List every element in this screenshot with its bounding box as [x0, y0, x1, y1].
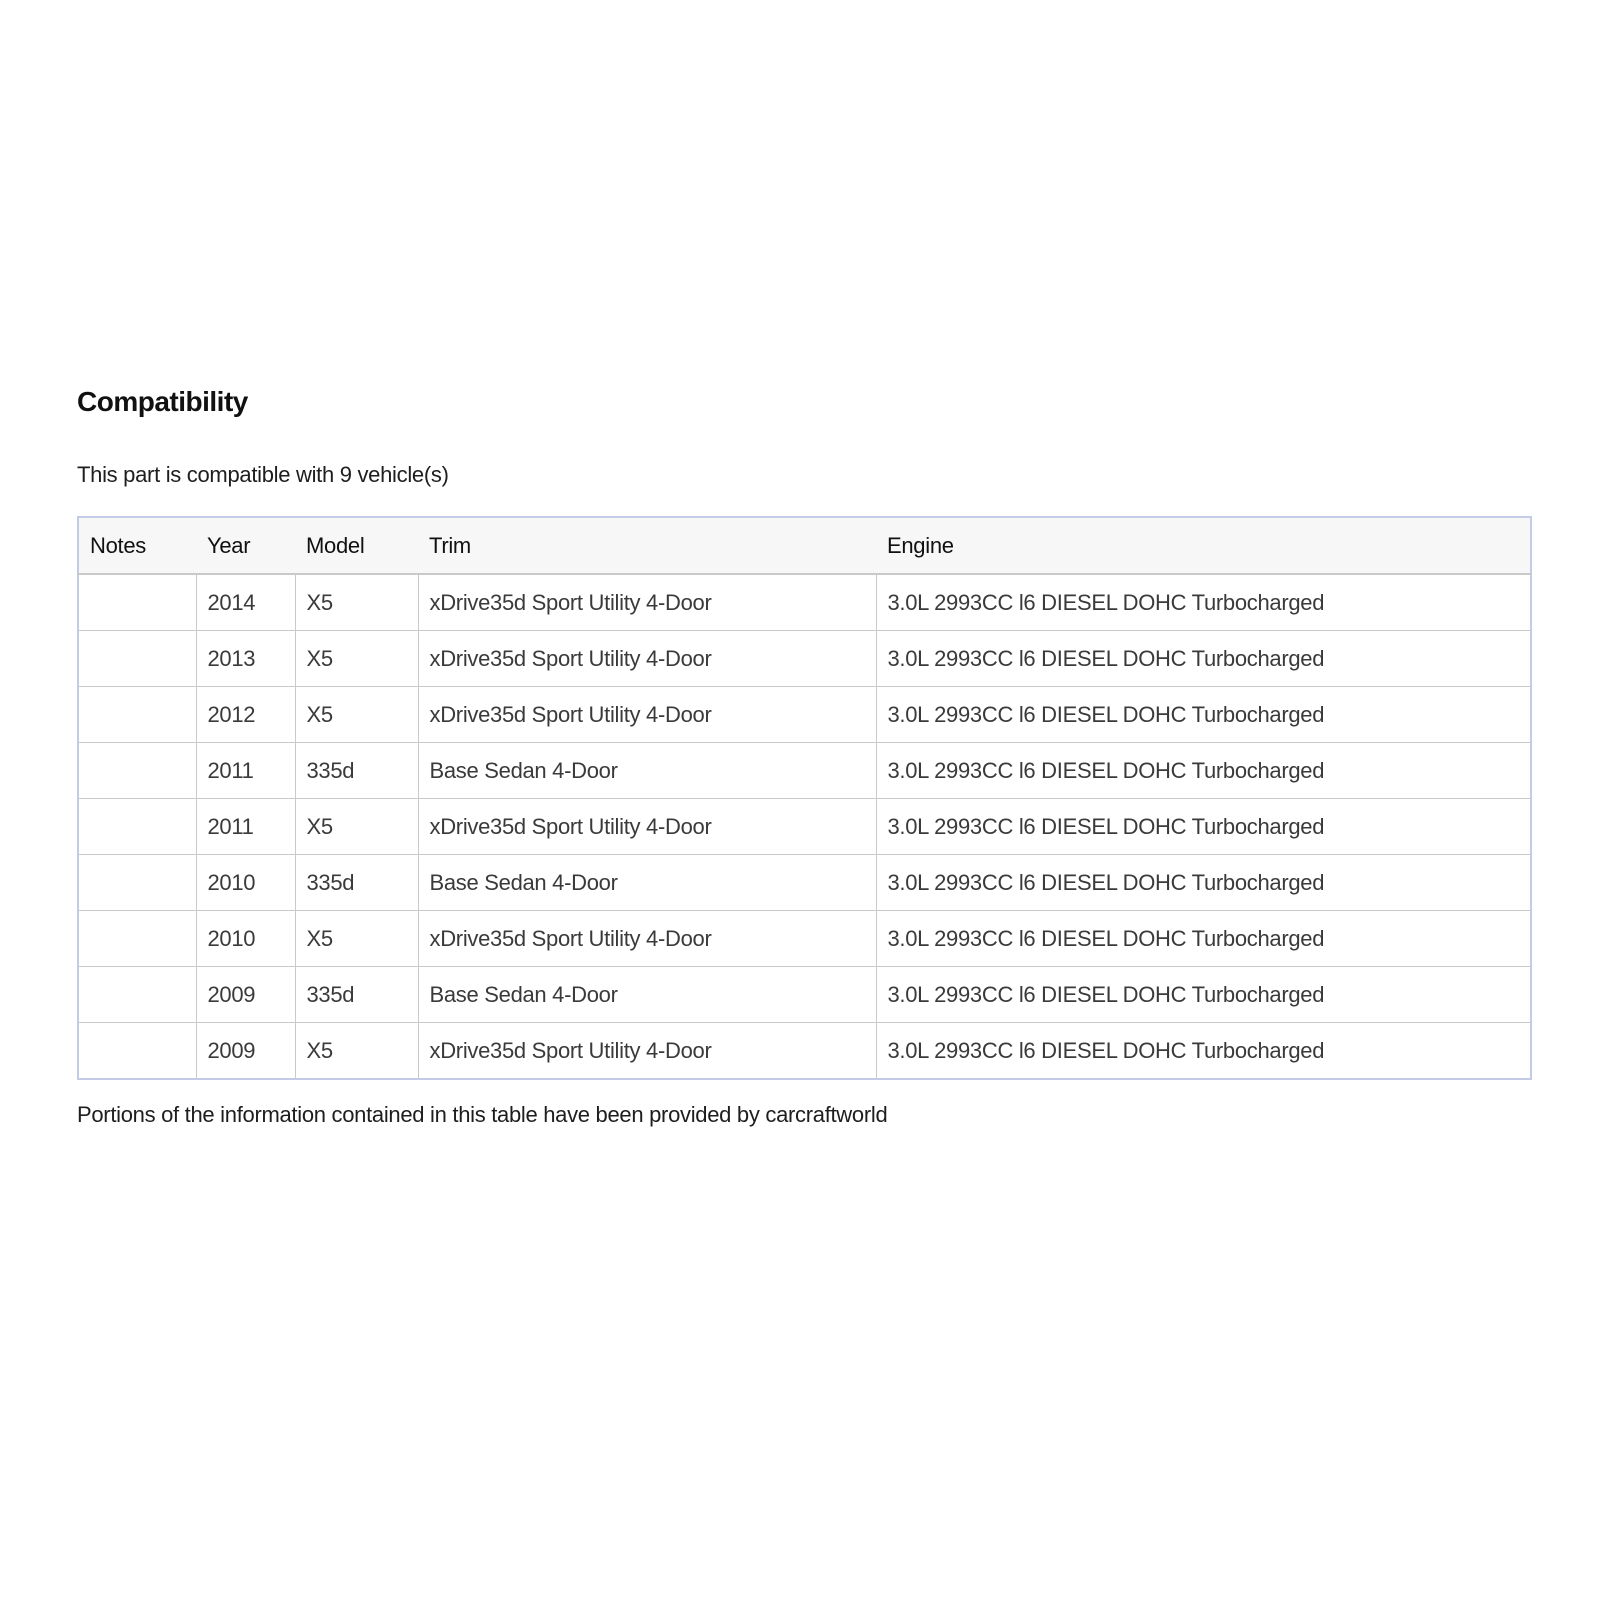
- cell-engine: 3.0L 2993CC l6 DIESEL DOHC Turbocharged: [876, 799, 1531, 855]
- table-row: [78, 855, 1531, 911]
- cell-notes: [78, 743, 196, 799]
- table-row: [78, 967, 1531, 1023]
- cell-notes: [78, 967, 196, 1023]
- cell-trim: xDrive35d Sport Utility 4-Door: [418, 631, 876, 687]
- cell-engine: 3.0L 2993CC l6 DIESEL DOHC Turbocharged: [876, 687, 1531, 743]
- cell-year: 2011: [196, 743, 295, 799]
- cell-model: 335d: [295, 743, 418, 799]
- cell-model: X5: [295, 687, 418, 743]
- compatibility-summary: This part is compatible with 9 vehicle(s): [77, 462, 449, 487]
- table-row: [78, 687, 1531, 743]
- cell-engine: 3.0L 2993CC l6 DIESEL DOHC Turbocharged: [876, 1023, 1531, 1080]
- column-header-trim: Trim: [418, 517, 876, 574]
- cell-notes: [78, 855, 196, 911]
- column-header-notes: Notes: [78, 517, 196, 574]
- cell-model: X5: [295, 574, 418, 631]
- cell-trim: Base Sedan 4-Door: [418, 743, 876, 799]
- cell-year: 2014: [196, 574, 295, 631]
- cell-engine: 3.0L 2993CC l6 DIESEL DOHC Turbocharged: [876, 631, 1531, 687]
- cell-trim: xDrive35d Sport Utility 4-Door: [418, 1023, 876, 1080]
- compatibility-table: [77, 516, 1532, 1080]
- table-row: [78, 911, 1531, 967]
- cell-engine: 3.0L 2993CC l6 DIESEL DOHC Turbocharged: [876, 967, 1531, 1023]
- cell-year: 2010: [196, 855, 295, 911]
- cell-trim: Base Sedan 4-Door: [418, 967, 876, 1023]
- cell-year: 2009: [196, 967, 295, 1023]
- table-row: [78, 743, 1531, 799]
- cell-year: 2009: [196, 1023, 295, 1080]
- section-title: Compatibility: [77, 386, 248, 417]
- column-header-engine: Engine: [876, 517, 1531, 574]
- cell-engine: 3.0L 2993CC l6 DIESEL DOHC Turbocharged: [876, 574, 1531, 631]
- cell-notes: [78, 799, 196, 855]
- cell-trim: xDrive35d Sport Utility 4-Door: [418, 687, 876, 743]
- column-header-year: Year: [196, 517, 295, 574]
- cell-notes: [78, 911, 196, 967]
- cell-trim: Base Sedan 4-Door: [418, 855, 876, 911]
- table-header-row: [78, 517, 1531, 574]
- cell-year: 2012: [196, 687, 295, 743]
- column-header-model: Model: [295, 517, 418, 574]
- cell-model: 335d: [295, 855, 418, 911]
- table-row: [78, 1023, 1531, 1080]
- table-row: [78, 574, 1531, 631]
- cell-model: 335d: [295, 967, 418, 1023]
- cell-engine: 3.0L 2993CC l6 DIESEL DOHC Turbocharged: [876, 911, 1531, 967]
- cell-model: X5: [295, 631, 418, 687]
- cell-year: 2010: [196, 911, 295, 967]
- table-row: [78, 799, 1531, 855]
- data-source-note: Portions of the information contained in this table have been provided by carcraftworld: [77, 1102, 888, 1127]
- cell-notes: [78, 1023, 196, 1080]
- cell-year: 2011: [196, 799, 295, 855]
- cell-model: X5: [295, 911, 418, 967]
- cell-engine: 3.0L 2993CC l6 DIESEL DOHC Turbocharged: [876, 743, 1531, 799]
- cell-notes: [78, 631, 196, 687]
- cell-trim: xDrive35d Sport Utility 4-Door: [418, 799, 876, 855]
- cell-notes: [78, 687, 196, 743]
- cell-trim: xDrive35d Sport Utility 4-Door: [418, 574, 876, 631]
- cell-model: X5: [295, 1023, 418, 1080]
- cell-engine: 3.0L 2993CC l6 DIESEL DOHC Turbocharged: [876, 855, 1531, 911]
- cell-trim: xDrive35d Sport Utility 4-Door: [418, 911, 876, 967]
- table-row: [78, 631, 1531, 687]
- cell-model: X5: [295, 799, 418, 855]
- cell-notes: [78, 574, 196, 631]
- compatibility-section: [77, 382, 1532, 1130]
- cell-year: 2013: [196, 631, 295, 687]
